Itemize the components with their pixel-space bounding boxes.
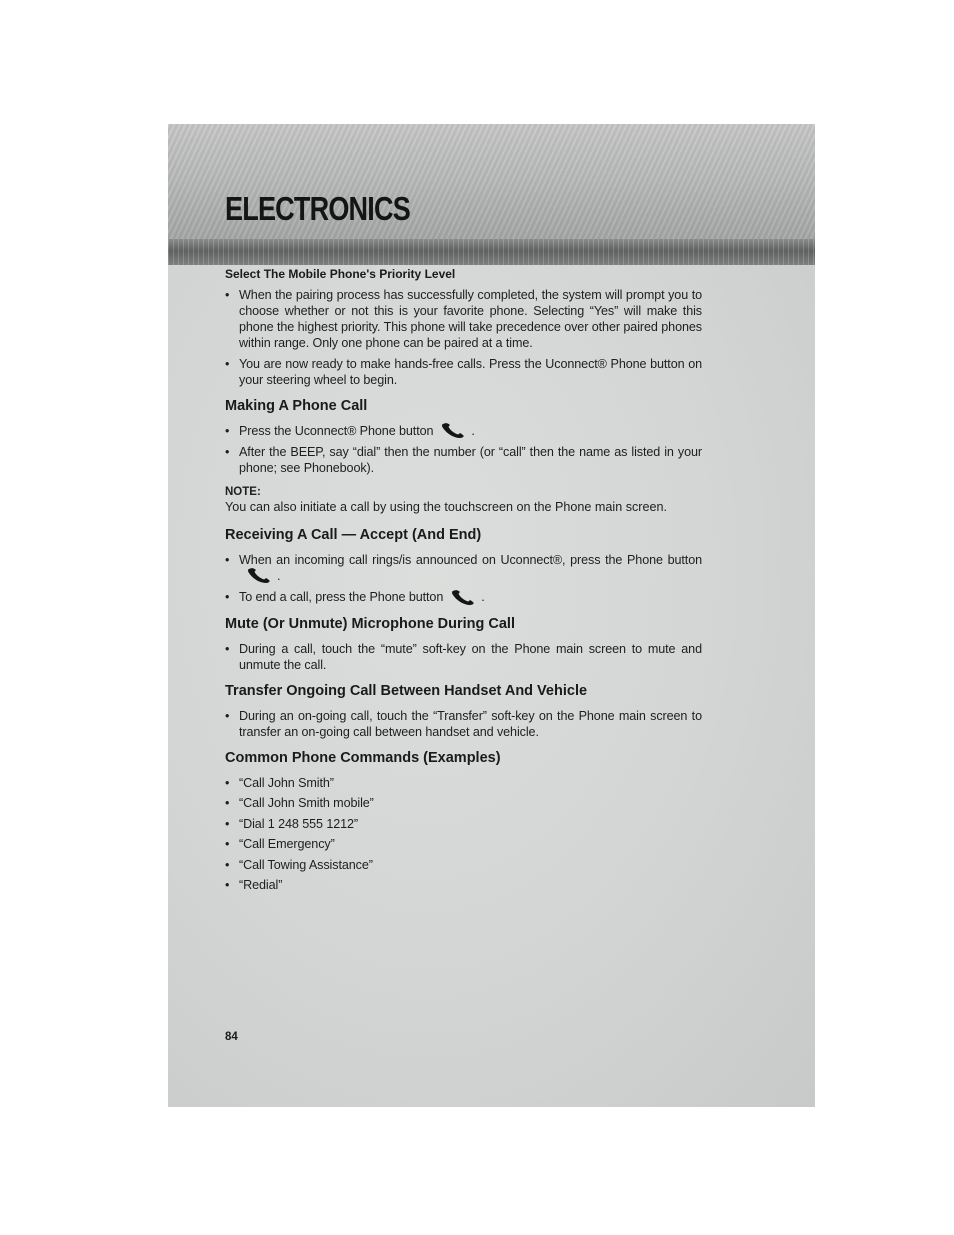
bullet: • xyxy=(225,816,230,831)
chapter-title: ELECTRONICS xyxy=(225,190,410,227)
receiving-call-heading: Receiving A Call — Accept (And End) xyxy=(225,526,482,543)
mute-list xyxy=(225,641,702,673)
bullet: • xyxy=(225,356,230,371)
list-item: • “Call John Smith” xyxy=(225,775,334,790)
phone-handset-icon xyxy=(247,568,271,584)
list-item: • Press the Uconnect® Phone button . xyxy=(225,423,475,438)
making-call-heading: Making A Phone Call xyxy=(225,397,368,414)
list-item: • “Redial” xyxy=(225,878,283,893)
priority-heading: Select The Mobile Phone's Priority Level xyxy=(225,267,456,281)
phone-handset-icon xyxy=(451,590,475,606)
bullet: • xyxy=(225,796,230,811)
bullet: • xyxy=(225,708,230,723)
list-item: • “Dial 1 248 555 1212” xyxy=(225,816,359,831)
phone-handset-icon xyxy=(441,423,465,439)
bullet: • xyxy=(225,837,230,852)
list-item: • After the BEEP, say “dial” then the number (or “call” then the name as listed in your phone; see Phonebook). xyxy=(225,444,702,475)
list-item: • “Call Emergency” xyxy=(225,837,335,852)
list-item: • During an on-going call, touch the “Transfer” soft-key on the Phone main screen to transfer an on-going call between handset and vehicle. xyxy=(225,708,702,739)
mute-heading: Mute (Or Unmute) Microphone During Call xyxy=(225,615,515,632)
list-item: • You are now ready to make hands-free calls. Press the Uconnect® Phone button on your steering wheel to begin. xyxy=(225,356,702,387)
page-number: 84 xyxy=(225,1031,238,1043)
priority-list xyxy=(225,287,702,388)
receiving-call-list xyxy=(225,552,702,606)
bullet: • xyxy=(225,288,230,302)
note-label: NOTE: xyxy=(225,485,261,498)
bullet: • xyxy=(225,423,230,438)
bullet: • xyxy=(225,857,230,872)
list-item: • During a call, touch the “mute” soft-key on the Phone main screen to mute and unmute the call. xyxy=(225,641,702,672)
commands-heading: Common Phone Commands (Examples) xyxy=(225,749,501,766)
commands-list xyxy=(225,775,702,894)
note-text: You can also initiate a call by using the touchscreen on the Phone main screen. xyxy=(225,499,667,514)
header-stripe xyxy=(168,239,815,265)
page-header xyxy=(168,124,815,239)
bullet: • xyxy=(225,775,230,790)
list-item: • When the pairing process has successfully completed, the system will prompt you to choose whether or not this is your favorite phone. Selecting “Yes” will make this phone the highest priority. This phone will take precedence over other paired phones within range. Only one phone can be paired at a time. xyxy=(225,288,702,350)
bullet: • xyxy=(225,444,230,459)
list-item: • When an incoming call rings/is announced on Uconnect®, press the Phone button. xyxy=(225,552,702,583)
content xyxy=(225,267,702,903)
bullet: • xyxy=(225,641,230,656)
list-item: • “Call Towing Assistance” xyxy=(225,857,373,872)
list-item: • To end a call, press the Phone button . xyxy=(225,589,485,604)
bullet: • xyxy=(225,552,230,567)
making-call-list xyxy=(225,423,702,476)
bullet: • xyxy=(225,589,230,604)
transfer-heading: Transfer Ongoing Call Between Handset And Vehicle xyxy=(225,682,588,699)
bullet: • xyxy=(225,878,230,893)
list-item: • “Call John Smith mobile” xyxy=(225,796,374,811)
manual-page xyxy=(168,124,815,1107)
transfer-list xyxy=(225,708,702,740)
